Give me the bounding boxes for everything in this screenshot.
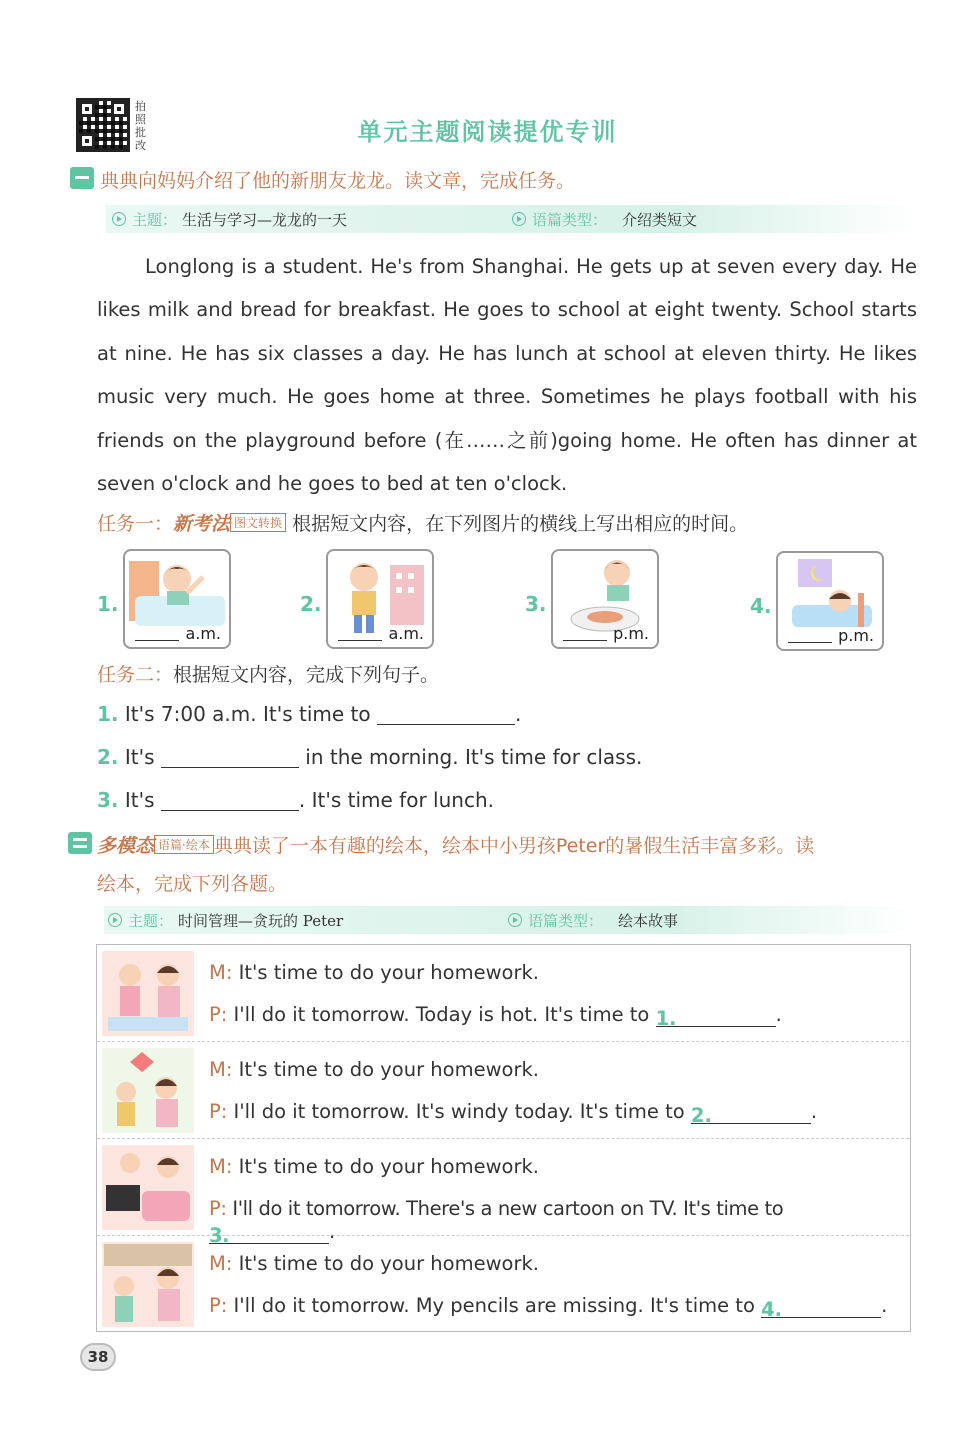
answer-blank[interactable]: 1. xyxy=(656,1007,776,1027)
task-two-instruction: 根据短文内容，完成下列句子。 xyxy=(173,664,440,686)
item-text-before: It's xyxy=(124,788,155,812)
image-text-tag: 图文转换 xyxy=(230,513,286,532)
answer-blank[interactable]: 2. xyxy=(691,1104,811,1124)
windy-day-illustration-icon xyxy=(102,1048,194,1133)
tv-cartoon-illustration-icon xyxy=(102,1145,194,1230)
answer-blank[interactable] xyxy=(377,705,515,725)
task-two-item xyxy=(97,788,494,812)
play-icon xyxy=(512,212,526,226)
multimodal-tag: 多模态 xyxy=(97,835,155,857)
genre-value: 绘本故事 xyxy=(618,912,679,930)
genre-label: 语篇类型： xyxy=(528,912,604,930)
discourse-tag: 语篇·绘本 xyxy=(154,835,214,854)
passage-text: Longlong is a student. He's from Shanghai. He gets up at seven every day. He likes milk and bread for breakfast. He goes to school at eight twenty. School starts at nine. He has six classes a day. He has lunch at school at eleven thirty. He likes music very much. He goes home at three. Sometimes he plays football with his friends on the playground before (在……之前)going home. He often has dinner at seven o'clock and he goes to bed at ten o'clock. xyxy=(97,255,917,496)
mom-line: It's time to do your homework. xyxy=(238,1155,539,1178)
time-unit: a.m. xyxy=(185,624,221,643)
story-row: M: It's time to do your homework. P: I'll do it tomorrow. My pencils are missing. It's time to 4. . xyxy=(97,1236,909,1333)
theme-label: 主题： xyxy=(128,912,174,930)
item-number: 3. xyxy=(97,788,119,812)
theme-value: 生活与学习—龙龙的一天 xyxy=(182,211,348,229)
item-text-after: in the morning. It's time for class. xyxy=(305,745,643,769)
qr-label: 拍照批改 xyxy=(135,100,146,152)
page-number: 38 xyxy=(80,1343,116,1371)
time-unit: a.m. xyxy=(388,624,424,643)
item-text-before: It's xyxy=(124,745,155,769)
task-one-label: 任务一： xyxy=(97,513,174,535)
answer-blank[interactable] xyxy=(788,642,832,643)
missing-pencils-illustration-icon xyxy=(102,1242,194,1327)
answer-blank[interactable] xyxy=(563,640,607,641)
story-row: M: It's time to do your homework. P: I'll do it tomorrow. Today is hot. It's time to 1. . xyxy=(97,945,909,1042)
story-row: M: It's time to do your homework. P: I'll do it tomorrow. It's windy today. It's time to 2. . xyxy=(97,1042,909,1139)
task-one-instruction: 根据短文内容，在下列图片的横线上写出相应的时间。 xyxy=(292,513,749,535)
play-icon xyxy=(112,212,126,226)
picture-book-box xyxy=(96,944,911,1332)
picture-bedtime xyxy=(776,551,884,651)
genre-label: 语篇类型： xyxy=(532,211,608,229)
new-method-tag: 新考法 xyxy=(173,513,231,535)
hot-day-illustration-icon xyxy=(102,951,194,1036)
section-two-intro-line-2: 绘本，完成下列各题。 xyxy=(97,873,288,895)
theme-value: 时间管理—贪玩的 Peter xyxy=(178,912,344,930)
section-one-intro: 典典向妈妈介绍了他的新朋友龙龙。读文章，完成任务。 xyxy=(100,170,576,192)
answer-blank[interactable] xyxy=(161,748,299,768)
section-two-badge-icon xyxy=(68,832,92,854)
peter-line: I'll do it tomorrow. There's a new cartoon on TV. It's time to xyxy=(232,1197,784,1220)
page-title: 单元主题阅读提优专训 xyxy=(357,118,618,146)
picture-wake-up xyxy=(123,549,231,649)
answer-blank[interactable] xyxy=(135,640,179,641)
theme-label: 主题： xyxy=(132,211,178,229)
picture-number: 2. xyxy=(300,592,322,616)
picture-lunch xyxy=(551,549,659,649)
section-one-badge-icon xyxy=(70,167,94,189)
picture-go-to-school xyxy=(326,549,434,649)
section-one-infobar xyxy=(106,205,918,233)
story-row: M: It's time to do your homework. P: I'll do it tomorrow. There's a new cartoon on TV. It's time to 3. . xyxy=(97,1139,909,1236)
task-one-title xyxy=(97,509,748,536)
task-two-item xyxy=(97,702,521,726)
play-icon xyxy=(108,913,122,927)
item-number: 1. xyxy=(97,702,119,726)
mom-line: It's time to do your homework. xyxy=(238,961,539,984)
answer-blank[interactable]: 4. xyxy=(761,1298,881,1318)
answer-blank[interactable] xyxy=(338,640,382,641)
mom-line: It's time to do your homework. xyxy=(238,1252,539,1275)
peter-line: I'll do it tomorrow. Today is hot. It's time to xyxy=(233,1003,650,1026)
reading-passage xyxy=(97,245,917,505)
answer-blank[interactable] xyxy=(161,791,299,811)
item-text-after: . It's time for lunch. xyxy=(298,788,494,812)
picture-number: 4. xyxy=(750,594,772,618)
section-two-intro xyxy=(97,831,917,858)
picture-number: 3. xyxy=(525,592,547,616)
mom-line: It's time to do your homework. xyxy=(238,1058,539,1081)
task-two-title xyxy=(97,660,439,687)
section-two-infobar xyxy=(104,906,912,934)
play-icon xyxy=(508,913,522,927)
time-unit: p.m. xyxy=(613,624,649,643)
genre-value: 介绍类短文 xyxy=(622,211,698,229)
intro-line-1: 典典读了一本有趣的绘本，绘本中小男孩Peter的暑假生活丰富多彩。读 xyxy=(213,835,815,857)
task-two-label: 任务二： xyxy=(97,664,174,686)
peter-line: I'll do it tomorrow. My pencils are missing. It's time to xyxy=(233,1294,755,1317)
picture-number: 1. xyxy=(97,592,119,616)
item-number: 2. xyxy=(97,745,119,769)
answer-blank[interactable]: 3. xyxy=(209,1224,329,1244)
time-unit: p.m. xyxy=(838,626,874,645)
task-two-item xyxy=(97,745,642,769)
item-text-before: It's 7:00 a.m. It's time to xyxy=(124,702,371,726)
item-text-after: . xyxy=(514,702,522,726)
peter-line: I'll do it tomorrow. It's windy today. It's time to xyxy=(233,1100,685,1123)
